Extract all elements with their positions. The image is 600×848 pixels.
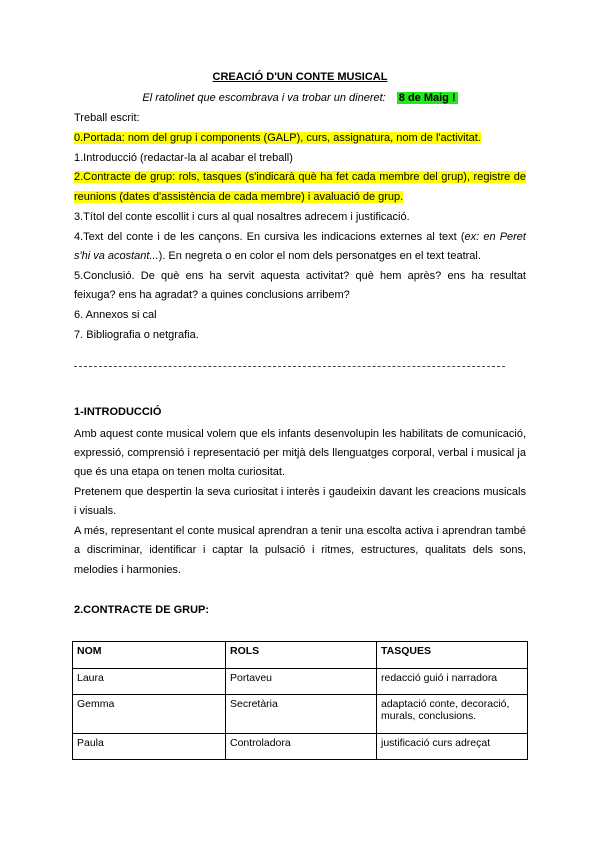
table-row [73, 669, 528, 695]
item-4-line1: 4.Text del conte i de les cançons. En cursiva les indicacions externes al text (ex: en Peret [74, 231, 526, 243]
item-2-line1: 2.Contracte de grup: rols, tasques (s'indicarà què ha fet cada membre del grup), registre de [74, 171, 526, 183]
item-3: 3.Títol del conte escollit i curs al qual nosaltres adrecem i justificació. [74, 211, 410, 223]
table-cell: Controladora [226, 734, 377, 760]
group-contract-table [72, 641, 528, 760]
item-6: 6. Annexos si cal [74, 309, 157, 321]
item-7: 7. Bibliografia o netgrafia. [74, 329, 199, 341]
story-title: El ratolinet que escombrava i va trobar un dineret: [142, 92, 386, 104]
section-1-heading: 1-INTRODUCCIÓ [74, 406, 162, 418]
item-1: 1.Introducció (redactar-la al acabar el treball) [74, 152, 293, 164]
section-1-text: expressió, comprensió i representació per mitjà dels llenguatges corporal, verbal i musical ja [74, 447, 526, 459]
column-header: ROLS [226, 642, 377, 669]
item-5-line2: feixuga? ens ha agradat? a quines conclusions arribem? [74, 289, 350, 301]
table-row [73, 734, 528, 760]
item-0: 0.Portada: nom del grup i components (GALP), curs, assignatura, nom de l'activitat. [74, 132, 481, 144]
item-4-line2: s'hi va acostant...). En negreta o en color el nom dels personatges en el text teatral. [74, 250, 481, 262]
item-2-line2: reunions (dates d'assistència de cada membre) i avaluació de grup. [74, 191, 404, 203]
section-1-text: que és una etapa on tenen molta curiositat. [74, 466, 285, 478]
table-cell: Portaveu [226, 669, 377, 695]
table-cell: justificació curs adreçat [377, 734, 528, 760]
separator-line [74, 366, 505, 367]
table-header-row [73, 642, 528, 669]
page-title: CREACIÓ D'UN CONTE MUSICAL [212, 71, 388, 83]
table-cell: Gemma [73, 695, 226, 734]
section-1-text: Pretenem que despertin la seva curiositat i interès i gaudeixin davant les creacions musicals [74, 486, 526, 498]
subtitle [0, 92, 600, 104]
item-5-line1: 5.Conclusió. De què ens ha servit aquesta activitat? què hem après? ens ha resultat [74, 270, 526, 282]
due-date-badge: 8 de Maig ! [398, 92, 456, 104]
table-row [73, 695, 528, 734]
table-cell: redacció guió i narradora [377, 669, 528, 695]
column-header: TASQUES [377, 642, 528, 669]
section-1-text: A més, representant el conte musical aprendran a tenir una escolta activa i aprendran també [74, 525, 526, 537]
table-cell: Laura [73, 669, 226, 695]
section-2-heading: 2.CONTRACTE DE GRUP: [74, 604, 210, 616]
table-cell: Secretària [226, 695, 377, 734]
section-1-text: a discriminar, identificar i captar la pulsació i ritmes, estructures, qualitats dels sons, [74, 544, 526, 556]
intro-label: Treball escrit: [74, 112, 140, 124]
section-1-text: Amb aquest conte musical volem que els infants desenvolupin les habilitats de comunicació, [74, 428, 526, 440]
section-1-text: melodies i harmonies. [74, 564, 181, 576]
table-cell: Paula [73, 734, 226, 760]
column-header: NOM [73, 642, 226, 669]
table-cell: adaptació conte, decoració, murals, conclusions. [377, 695, 528, 734]
section-1-text: i visuals. [74, 505, 117, 517]
